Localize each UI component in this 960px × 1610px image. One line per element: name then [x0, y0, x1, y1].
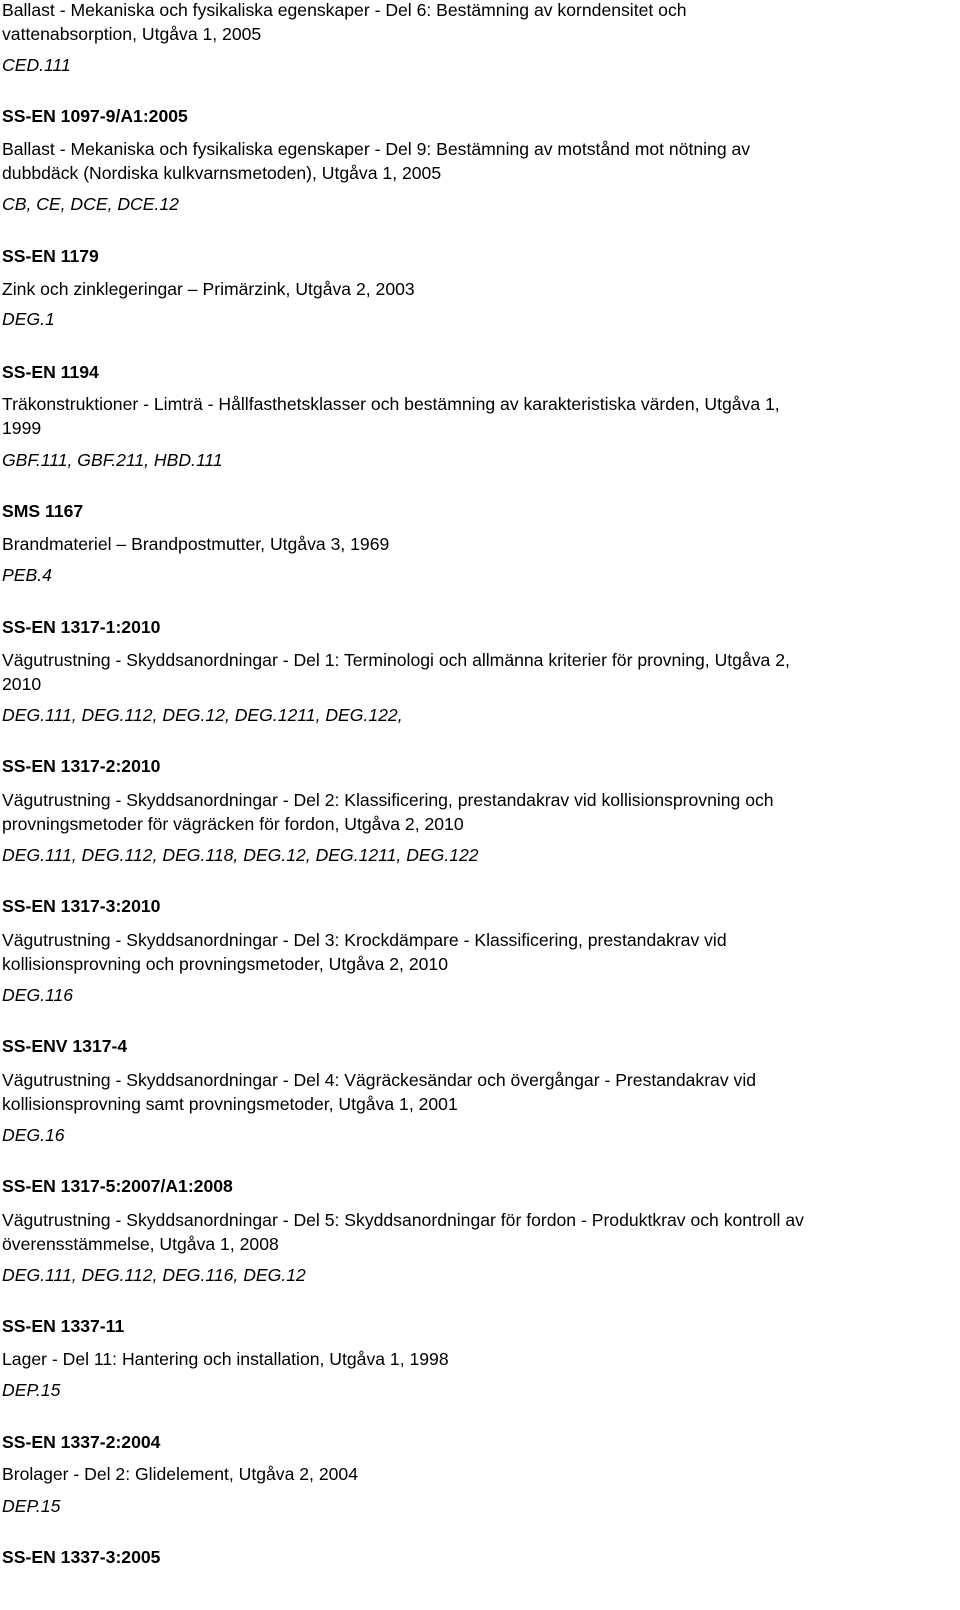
- standard-code: SS-EN 1317-3:2010: [2, 896, 161, 916]
- standard-code: SS-EN 1179: [2, 246, 99, 266]
- standard-code: SS-EN 1337-3:2005: [2, 1547, 161, 1567]
- standard-code: SS-EN 1317-5:2007/A1:2008: [2, 1176, 233, 1196]
- entry-classes: DEG.1: [2, 309, 55, 329]
- entry-title-line: Vägutrustning - Skyddsanordningar - Del 2: Klassificering, prestandakrav vid kollisionsprovning och: [2, 790, 774, 810]
- standard-code: SS-EN 1337-11: [2, 1316, 125, 1336]
- entry-title-line: 1999: [2, 418, 42, 438]
- entry-title-line: Träkonstruktioner - Limträ - Hållfasthetsklasser och bestämning av karakteristiska värden, Utgåva 1,: [2, 394, 780, 414]
- entry-title-line: 2010: [2, 674, 42, 694]
- standard-code: SMS 1167: [2, 501, 84, 521]
- entry-classes: CB, CE, DCE, DCE.12: [2, 194, 179, 214]
- entry-title-line: Lager - Del 11: Hantering och installation, Utgåva 1, 1998: [2, 1349, 449, 1369]
- standard-code: SS-EN 1337-2:2004: [2, 1432, 161, 1452]
- entry-classes: CED.111: [2, 55, 71, 75]
- entry-classes: PEB.4: [2, 565, 52, 585]
- entry-title-line: provningsmetoder för vägräcken för fordon, Utgåva 2, 2010: [2, 814, 464, 834]
- entry-classes: DEG.116: [2, 985, 74, 1005]
- entry-classes: DEG.111, DEG.112, DEG.116, DEG.12: [2, 1265, 306, 1285]
- entry-title-line: Ballast - Mekaniska och fysikaliska egenskaper - Del 9: Bestämning av motstånd mot nötning av: [2, 139, 751, 159]
- standard-code: SS-EN 1317-1:2010: [2, 617, 161, 637]
- entry-title-line: Brandmateriel – Brandpostmutter, Utgåva 3, 1969: [2, 534, 390, 554]
- standard-code: SS-EN 1097-9/A1:2005: [2, 106, 188, 126]
- standard-code: SS-ENV 1317-4: [2, 1036, 128, 1056]
- entry-title-line: Zink och zinklegeringar – Primärzink, Utgåva 2, 2003: [2, 279, 415, 299]
- entry-classes: DEP.15: [2, 1380, 61, 1400]
- entry-title-line: Vägutrustning - Skyddsanordningar - Del 1: Terminologi och allmänna kriterier för provning, Utgåva 2,: [2, 650, 790, 670]
- entry-title-line: Brolager - Del 2: Glidelement, Utgåva 2, 2004: [2, 1464, 358, 1484]
- entry-title-line: Vägutrustning - Skyddsanordningar - Del 5: Skyddsanordningar för fordon - Produktkrav och kontroll av: [2, 1210, 804, 1230]
- entry-classes: GBF.111, GBF.211, HBD.111: [2, 450, 223, 470]
- standard-code: SS-EN 1194: [2, 362, 99, 382]
- entry-title-line: vattenabsorption, Utgåva 1, 2005: [2, 24, 262, 44]
- entry-classes: DEG.16: [2, 1125, 65, 1145]
- entry-classes: DEG.111, DEG.112, DEG.12, DEG.1211, DEG.122,: [2, 705, 403, 725]
- entry-title-line: Vägutrustning - Skyddsanordningar - Del 3: Krockdämpare - Klassificering, prestandakrav vid: [2, 930, 727, 950]
- entry-title-line: Vägutrustning - Skyddsanordningar - Del 4: Vägräckesändar och övergångar - Prestandakrav vid: [2, 1070, 757, 1090]
- entry-title-line: kollisionsprovning och provningsmetoder, Utgåva 2, 2010: [2, 954, 448, 974]
- entry-title-line: dubbdäck (Nordiska kulkvarnsmetoden), Utgåva 1, 2005: [2, 163, 442, 183]
- standard-code: SS-EN 1317-2:2010: [2, 756, 161, 776]
- entry-title-line: Ballast - Mekaniska och fysikaliska egenskaper - Del 6: Bestämning av korndensitet och: [2, 0, 687, 20]
- entry-title-line: överensstämmelse, Utgåva 1, 2008: [2, 1234, 279, 1254]
- entry-classes: DEP.15: [2, 1496, 61, 1516]
- entry-classes: DEG.111, DEG.112, DEG.118, DEG.12, DEG.1211, DEG.122: [2, 845, 479, 865]
- entry-title-line: kollisionsprovning samt provningsmetoder, Utgåva 1, 2001: [2, 1094, 458, 1114]
